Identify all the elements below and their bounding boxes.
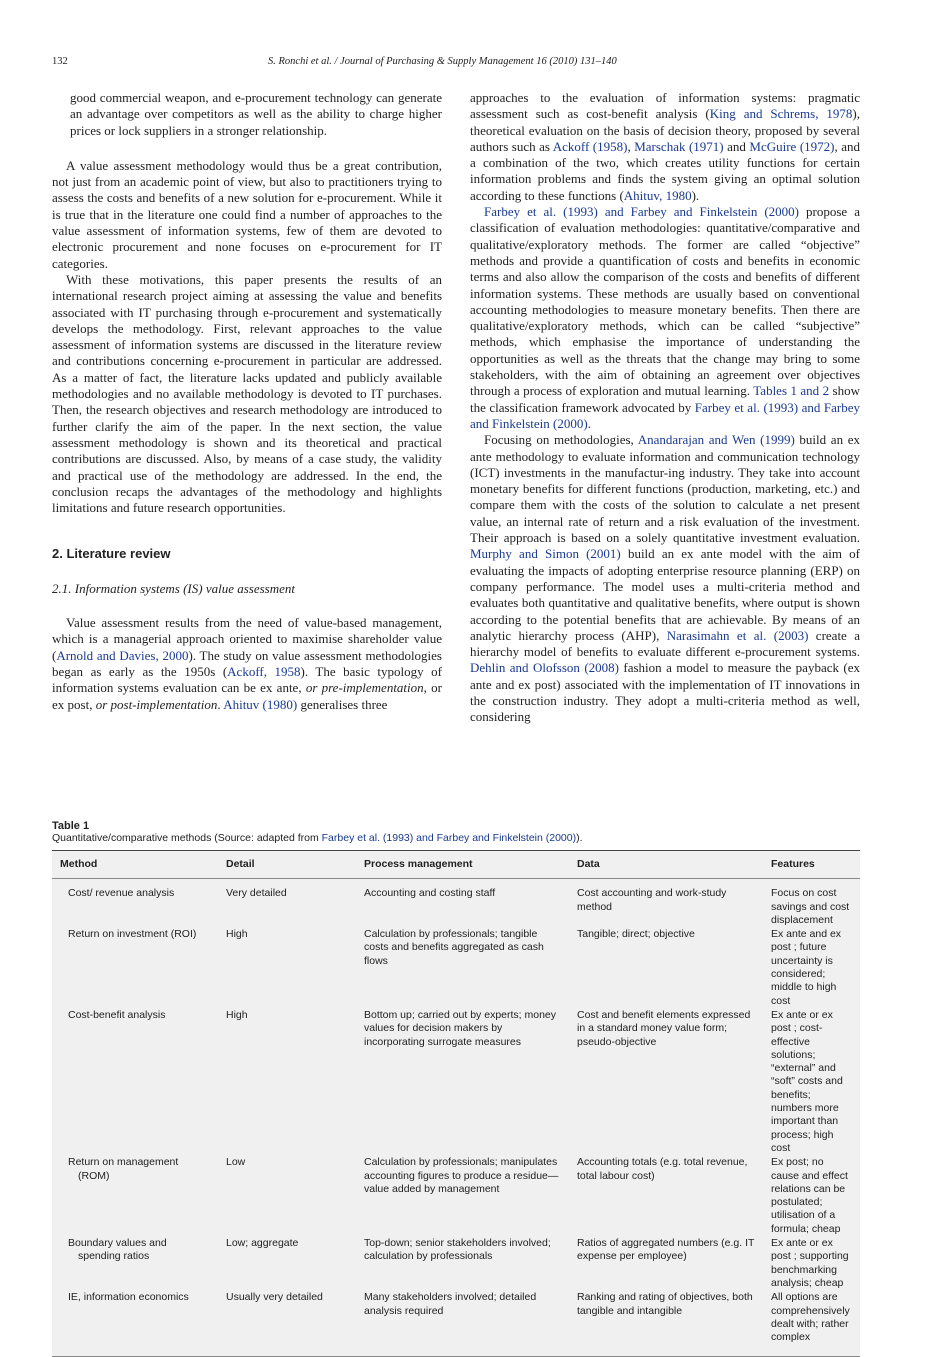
subsection-heading: 2.1. Information systems (IS) value assessment [52, 580, 295, 596]
text-run: approaches to the evaluation of information systems: pragmatic assessment such as cost-benefit analysis ( [470, 90, 860, 122]
citation-link[interactable]: Farbey et al. (1993) and Farbey and Finkelstein (2000) [470, 399, 861, 431]
text-run: good commercial weapon, and e-procurement technology can generate an advantage over competitors as well as the ability to charge higher prices or lock suppliers in a stronger relationship. [70, 90, 442, 138]
running-title: S. Ronchi et al. / Journal of Purchasing & Supply Management 16 (2010) 131–140 [268, 56, 617, 67]
column-header: Process management [356, 851, 569, 879]
text-run: or post-implementation [95, 696, 218, 712]
table-cell: Ex post; no cause and effect relations can be postulated; utilisation of a formula; cheap [771, 1156, 848, 1235]
citation-link[interactable]: Arnold and Davies, 2000 [56, 647, 189, 663]
text-run: Focusing on methodologies, [484, 432, 638, 448]
citation-link[interactable]: Marschak (1971) [634, 138, 724, 154]
table-cell: Many stakeholders involved; detailed analysis required [364, 1291, 537, 1317]
table-cell: All options are comprehensively dealt with; rather complex [771, 1291, 850, 1344]
text-run: , [627, 138, 635, 154]
text-run: ), theoretical evaluation on the basis of decision theory, proposed by several authors such as [470, 106, 860, 154]
text-run: build an ex ante methodology to evaluate information and communication technology (ICT) investments in the manufactur-ing industry. They take into account monetary benefits for different functions (production, marketing, etc.) and compare them with the costs of the solution to calculate a net present value, an internal rate of return and a risk evaluation of the investment. Their approach is based on a solely quantitative investment evaluation. [470, 432, 861, 546]
citation-link[interactable]: Tables 1 and 2 [753, 383, 830, 399]
text-run: ). The basic typology of information systems evaluation can be ex ante, [52, 663, 442, 696]
table-cell: Calculation by professionals; manipulates accounting figures to produce a residue—value added by management [364, 1156, 559, 1195]
text-run: build an ex ante model with the aim of evaluating the impacts of adopting enterprise resource planning (ERP) on company performance. The model uses a multi-criteria method and evaluates both quantitative and qualitative benefits, where output is shown according to the potential benefits that are achievable. By means of an analytic hierarchy process (AHP), [470, 546, 860, 643]
table-cell: Ex ante or ex post ; supporting benchmarking analysis; cheap [771, 1237, 849, 1289]
paragraph [52, 615, 442, 713]
text-run: or pre-implementation [305, 680, 424, 696]
table-cell: Very detailed [226, 887, 287, 900]
text-run: A value assessment methodology would thus be a great contribution, not just from an academic point of view, but also to practitioners trying to assess the costs and benefits of a new solution for e-procurement. While it is true that in the literature one could find a number of approaches to the value assessment of information systems, few of them are devoted to electronic procurement and none focuses on e-procurement for IT categories. [52, 157, 442, 271]
citation-link[interactable]: Ahituv, 1980 [623, 187, 692, 203]
citation-link[interactable]: Narasimahn et al. (2003) [666, 627, 809, 643]
table-cell: Ratios of aggregated numbers (e.g. IT expense per employee) [577, 1237, 755, 1263]
table-row [52, 1291, 860, 1357]
citation-link[interactable]: King and Schrems, 1978 [709, 106, 853, 122]
citation-link[interactable]: Ahituv (1980) [223, 696, 298, 712]
table-cell: Ranking and rating of objectives, both tangible and intangible [577, 1291, 753, 1317]
citation-link[interactable]: Dehlin and Olofsson (2008) [470, 660, 619, 676]
column-header: Method [52, 851, 218, 879]
table-cell: Low [226, 1156, 246, 1169]
table-row [52, 1237, 860, 1291]
table-cell: Top-down; senior stakeholders involved; calculation by professionals [364, 1237, 551, 1263]
table-row [52, 928, 860, 1009]
table-cell: Cost and benefit elements expressed in a standard money value form; pseudo-objective [577, 1008, 751, 1048]
text-run: Value assessment results from the need of value-based management, which is a managerial approach oriented to maximise shareholder value ( [52, 615, 442, 663]
citation-link[interactable]: Anandarajan and Wen (1999) [637, 432, 795, 448]
table-row [52, 1156, 860, 1237]
paragraph [470, 204, 860, 432]
text-run: With these motivations, this paper presents the results of an international research project aiming at assessing the value and benefits associated with IT purchasing through e-procurement and systematically develops the methodology. First, relevant approaches to the value assessment of information systems are discussed in the literature review and contributions concerning e-procurement in particular are addressed. As a matter of fact, the literature lacks updated and publicly available methodologies and no available methodology is devoted to IT purchases. Then, the research objectives and research methodology are introduced to further clarify the aim of the paper. In the next section, the value assessment methodology is shown and its theoretical and practical contributions are discussed. Also, by means of a case study, the validity and practical use of the methodology are addressed. In the end, the conclusion recaps the advantages of the methodology and highlights limitations and future research opportunities. [52, 271, 442, 516]
left-column [52, 90, 442, 713]
text-run: generalises three [297, 696, 388, 712]
paragraph [52, 158, 442, 272]
table-1 [52, 820, 860, 1357]
page-number: 132 [52, 56, 68, 67]
citation-link[interactable]: Murphy and Simon (2001) [470, 546, 621, 562]
column-header: Data [569, 851, 763, 879]
text-run: and [723, 138, 750, 154]
right-column [470, 90, 860, 726]
citation-link[interactable]: Ackoff, 1958 [227, 663, 301, 679]
table-cell: Low; aggregate [226, 1237, 299, 1250]
text-run: propose a classification of evaluation methodologies: quantitative/comparative and qualitative/exploratory methods. The former are called “objective” methods and provide a quantification of costs and benefits in economic terms and also allow the comparison of the costs and benefits of different information systems. These methods are usually based on conventional accounting methodologies to measure monetary benefits. Then there are qualitative/exploratory methods, which can be called “subjective” methods, which emphasise the importance of understanding the opportunities as well as the threats that the change may bring to some stakeholders, with the aim of obtaining an agreement over objectives through a process of exploration and mutual learning. [470, 204, 860, 399]
paragraph [470, 432, 860, 725]
table-cell: Calculation by professionals; tangible costs and benefits aggregated as cash flows [364, 928, 544, 967]
table-cell: Usually very detailed [226, 1291, 323, 1304]
text-run: . [587, 415, 591, 431]
section-heading: 2. Literature review [52, 546, 171, 562]
table-cell: Ex ante and ex post ; future uncertainty is considered; middle to high cost [771, 928, 842, 1007]
citation-link[interactable]: McGuire (1972) [749, 138, 835, 154]
caption-end: ). [576, 832, 583, 844]
table-cell: Accounting totals (e.g. total revenue, total labour cost) [577, 1156, 748, 1182]
table-cell: IE, information economics [68, 1291, 189, 1304]
text-run: fashion a model to measure the payback (ex ante and ex post) associated with the implementation of IT innovations in the construction industry. They adopt a multi-criteria method as well, considering [470, 660, 860, 725]
text-run: show the classification framework advocated by [470, 383, 860, 415]
text-run: . [217, 696, 224, 712]
table-cell: Boundary values and spending ratios [68, 1237, 167, 1263]
table-cell: High [226, 1008, 248, 1021]
table-cell: Tangible; direct; objective [577, 928, 695, 941]
table-header-row [52, 851, 860, 879]
paragraph [52, 272, 442, 516]
citation-link[interactable]: Farbey et al. (1993) and Farbey and Finkelstein (2000) [484, 204, 800, 220]
text-run: ). The study on value assessment methodologies began as early as the 1950s ( [52, 647, 442, 679]
table-cell: Cost/ revenue analysis [68, 887, 175, 900]
table-cell: Bottom up; carried out by experts; money values for decision makers by incorporating surrogate measures [364, 1008, 557, 1048]
table-cell: Return on management (ROM) [68, 1156, 179, 1182]
table-cell: Cost-benefit analysis [68, 1008, 166, 1021]
table-cell: High [226, 928, 248, 941]
table-cell: Accounting and costing staff [364, 887, 496, 900]
column-header: Detail [218, 851, 356, 879]
table-cell: Return on investment (ROI) [68, 928, 197, 941]
table-cell: Ex ante or ex post ; cost-effective solutions; “external” and “soft” costs and benefits; numbers more important than process; high cost [771, 1008, 843, 1154]
methods-table [52, 850, 860, 1357]
caption-text: Quantitative/comparative methods (Source: adapted from [52, 832, 322, 844]
table-caption [52, 832, 860, 844]
table-row [52, 1009, 860, 1156]
column-header: Features [763, 851, 860, 879]
caption-citation-link[interactable]: Farbey et al. (1993) and Farbey and Finkelstein (2000) [321, 832, 577, 844]
citation-link[interactable]: Ackoff (1958) [552, 138, 628, 154]
table-row [52, 879, 860, 928]
paragraph [470, 90, 860, 204]
table-cell: Cost accounting and work-study method [577, 887, 727, 913]
table-label: Table 1 [52, 820, 90, 832]
paragraph [52, 90, 442, 139]
text-run: , or ex post, [52, 680, 442, 712]
text-run: , and a combination of the two, which creates utility functions for certain information problems and finds the system giving an optimal solution according to these functions ( [470, 138, 860, 203]
text-run: ). [691, 187, 700, 203]
text-run: create a hierarchy model of benefits to evaluate different e-procurement systems. [470, 627, 860, 660]
table-cell: Focus on cost savings and cost displacement [771, 887, 850, 926]
